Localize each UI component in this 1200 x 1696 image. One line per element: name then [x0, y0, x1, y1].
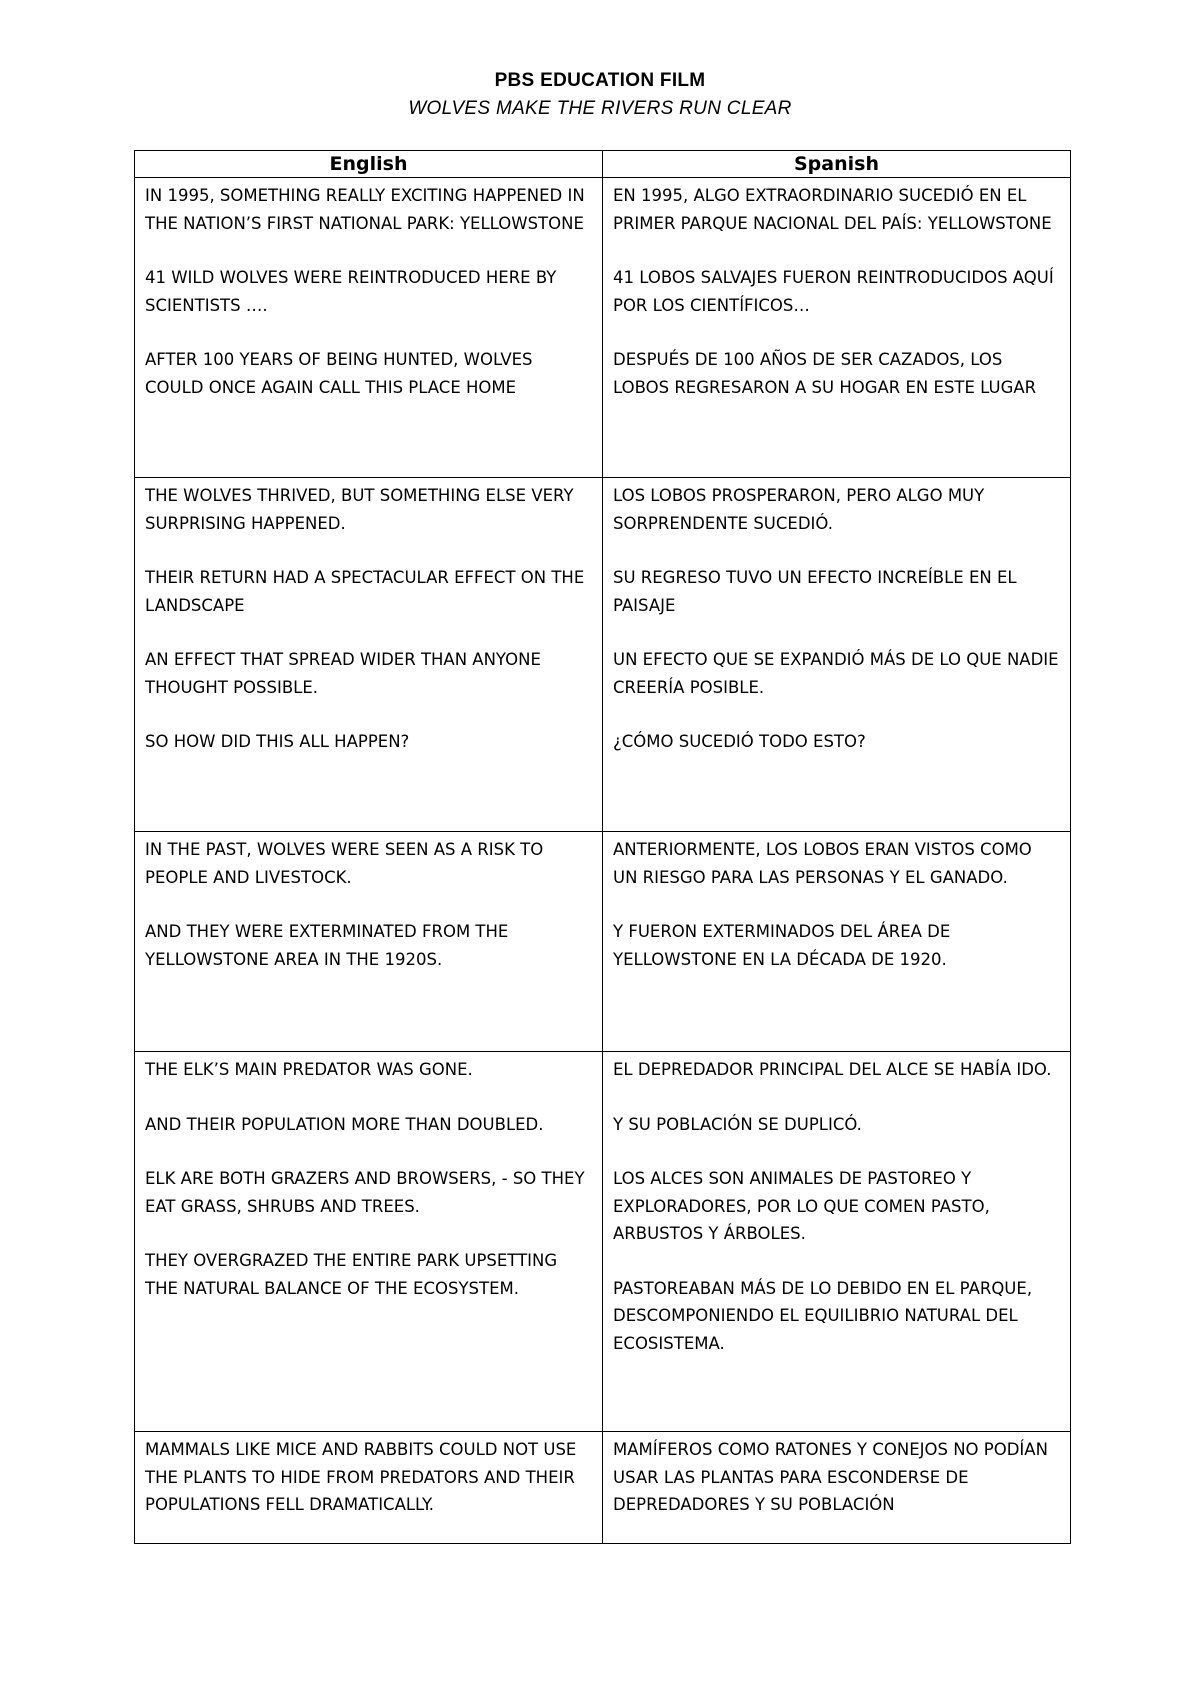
- spanish-paragraph: EL DEPREDADOR PRINCIPAL DEL ALCE SE HABÍA IDO.: [613, 1060, 1052, 1079]
- english-paragraph: 41 WILD WOLVES WERE REINTRODUCED HERE BY SCIENTISTS ….: [145, 268, 557, 315]
- spanish-paragraph: 41 LOBOS SALVAJES FUERON REINTRODUCIDOS AQUÍ POR LOS CIENTÍFICOS…: [613, 268, 1054, 315]
- english-paragraph: MAMMALS LIKE MICE AND RABBITS COULD NOT USE THE PLANTS TO HIDE FROM PREDATORS AND THEIR POPULATIONS FELL DRAMATICALLY.: [145, 1440, 577, 1514]
- english-paragraph: THE WOLVES THRIVED, BUT SOMETHING ELSE VERY SURPRISING HAPPENED.: [145, 486, 574, 533]
- table-row: [135, 178, 1071, 478]
- spanish-paragraph: LOS ALCES SON ANIMALES DE PASTOREO Y EXPLORADORES, POR LO QUE COMEN PASTO, ARBUSTOS Y ÁRBOLES.: [613, 1169, 990, 1243]
- english-paragraph: ELK ARE BOTH GRAZERS AND BROWSERS, - SO THEY EAT GRASS, SHRUBS AND TREES.: [145, 1169, 585, 1216]
- english-cell: [135, 178, 603, 478]
- spanish-paragraph: Y SU POBLACIÓN SE DUPLICÓ.: [613, 1114, 862, 1134]
- english-paragraph: AND THEY WERE EXTERMINATED FROM THE YELLOWSTONE AREA IN THE 1920S.: [145, 922, 509, 969]
- spanish-cell: [603, 178, 1071, 478]
- spanish-paragraph: SU REGRESO TUVO UN EFECTO INCREÍBLE EN EL PAISAJE: [613, 568, 1017, 615]
- spanish-paragraph: LOS LOBOS PROSPERARON, PERO ALGO MUY SORPRENDENTE SUCEDIÓ.: [613, 486, 985, 533]
- spanish-cell: [603, 1432, 1071, 1544]
- column-header-english: English: [135, 151, 603, 178]
- english-paragraph: THEY OVERGRAZED THE ENTIRE PARK UPSETTING THE NATURAL BALANCE OF THE ECOSYSTEM.: [145, 1251, 558, 1298]
- column-header-spanish: Spanish: [603, 151, 1071, 178]
- spanish-paragraph: Y FUERON EXTERMINADOS DEL ÁREA DE YELLOWSTONE EN LA DÉCADA DE 1920.: [613, 922, 951, 969]
- english-cell: [135, 1432, 603, 1544]
- english-cell: [135, 1052, 603, 1432]
- table-row: [135, 1432, 1071, 1544]
- english-paragraph: IN 1995, SOMETHING REALLY EXCITING HAPPENED IN THE NATION’S FIRST NATIONAL PARK: YELLOWSTONE: [145, 186, 585, 233]
- english-cell: [135, 478, 603, 832]
- spanish-paragraph: ¿CÓMO SUCEDIÓ TODO ESTO?: [613, 732, 866, 751]
- spanish-paragraph: ANTERIORMENTE, LOS LOBOS ERAN VISTOS COMO UN RIESGO PARA LAS PERSONAS Y EL GANADO.: [613, 840, 1032, 887]
- english-paragraph: AFTER 100 YEARS OF BEING HUNTED, WOLVES COULD ONCE AGAIN CALL THIS PLACE HOME: [145, 350, 533, 397]
- spanish-cell: [603, 478, 1071, 832]
- table-row: [135, 832, 1071, 1052]
- spanish-paragraph: DESPUÉS DE 100 AÑOS DE SER CAZADOS, LOS LOBOS REGRESARON A SU HOGAR EN ESTE LUGAR: [613, 350, 1037, 397]
- spanish-cell: [603, 832, 1071, 1052]
- english-paragraph: AND THEIR POPULATION MORE THAN DOUBLED.: [145, 1114, 544, 1134]
- english-cell: [135, 832, 603, 1052]
- table-row: [135, 1052, 1071, 1432]
- english-paragraph: THEIR RETURN HAD A SPECTACULAR EFFECT ON THE LANDSCAPE: [145, 568, 585, 615]
- document-subtitle: WOLVES MAKE THE RIVERS RUN CLEAR: [408, 98, 792, 119]
- table-header-row: [135, 151, 1071, 178]
- spanish-paragraph: EN 1995, ALGO EXTRAORDINARIO SUCEDIÓ EN EL PRIMER PARQUE NACIONAL DEL PAÍS: YELLOWSTONE: [613, 186, 1052, 233]
- english-paragraph: IN THE PAST, WOLVES WERE SEEN AS A RISK TO PEOPLE AND LIVESTOCK.: [145, 840, 544, 887]
- english-paragraph: THE ELK’S MAIN PREDATOR WAS GONE.: [145, 1060, 473, 1079]
- spanish-cell: [603, 1052, 1071, 1432]
- spanish-paragraph: MAMÍFEROS COMO RATONES Y CONEJOS NO PODÍAN USAR LAS PLANTAS PARA ESCONDERSE DE DEPREDADORES Y SU POBLACIÓN: [613, 1440, 1048, 1514]
- spanish-paragraph: PASTOREABAN MÁS DE LO DEBIDO EN EL PARQUE, DESCOMPONIENDO EL EQUILIBRIO NATURAL DEL ECOSISTEMA.: [613, 1278, 1033, 1353]
- spanish-paragraph: UN EFECTO QUE SE EXPANDIÓ MÁS DE LO QUE NADIE CREERÍA POSIBLE.: [613, 650, 1059, 697]
- table-row: [135, 478, 1071, 832]
- translation-table: [134, 150, 1071, 1544]
- document-title: PBS EDUCATION FILM: [494, 70, 706, 91]
- english-paragraph: SO HOW DID THIS ALL HAPPEN?: [145, 732, 410, 751]
- english-paragraph: AN EFFECT THAT SPREAD WIDER THAN ANYONE THOUGHT POSSIBLE.: [145, 650, 541, 697]
